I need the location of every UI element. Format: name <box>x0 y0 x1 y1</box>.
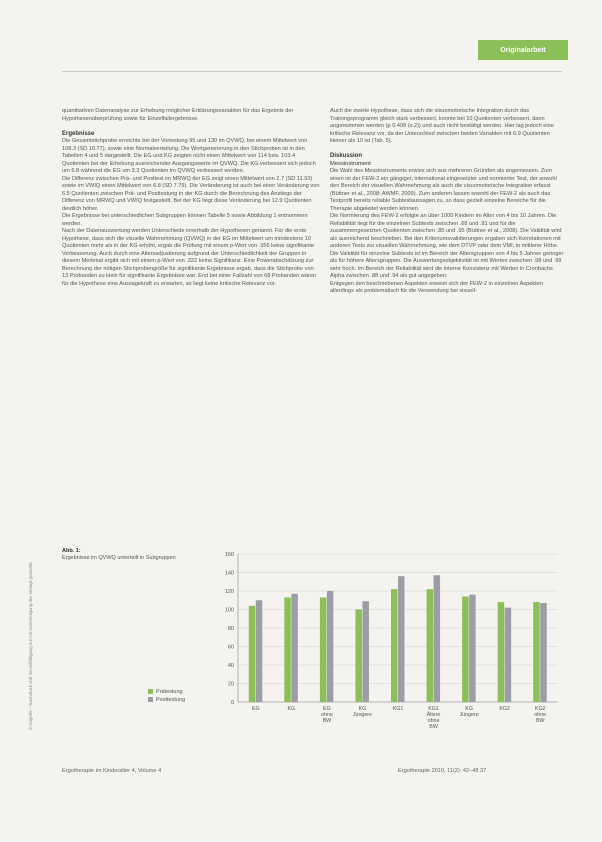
paragraph: Die Normierung des FEW-2 erfolgte an über 1000 Kindern im Alter von 4 bis 10 Jahren. Die Reliabilität liegt für die einzelnen Subtests zwischen .68 und .91 und für die zusammengesetzten Quotienten zwischen .85 und .95 (Büttner et al., 2008). Die Validität wird als ausreichend beschrieben. Bei den Kriteriumsvalidierungen ergaben sich Korrelationen mit anderen Tests zur visuellen Wahrnehmung, wie dem DTVP oder dem VMI, in mittlerer Höhe. Die Validität für einzelne Subtests ist im Bereich der Altersgruppen von 4 bis 5 Jahren geringer als für höhere Altersgruppen. Die Auswertungsobjektivität ist mit Werten zwischen .98 und .99 sehr hoch. Im Bereich der Reliabilität wird die interne Konsistenz mit Werten in Cronbachs Alpha zwischen .88 und .94 als gut angegeben. <box>330 213 564 279</box>
bar-post <box>434 575 441 702</box>
bar-pre <box>462 597 469 702</box>
legend-item-post <box>148 696 185 704</box>
x-tick-label: KG Jüngere <box>352 706 373 718</box>
bar-pre <box>427 589 434 702</box>
figure-caption <box>62 548 182 562</box>
paragraph: Nach der Datenauswertung werden Unterschiede innerhalb der Hypothesen genannt. Für die erste Hypothese, dass sich die visuelle Wahrnehmung (QVWQ) in der EG im Mittelwert um mindestens 10 Quotienten mehr als in der KG erhöht, ergab die Prüfung mit einem p-Wert von .356 keine signifikante Verbesserung. Auch durch eine Altersadjustierung aufgrund der Unterschiedlichkeit der Gruppen in diesem Merkmal ergibt sich mit einem p-Wert von .322 keine Signifikanz. Eine Powerabschätzung zur Berechnung der nötigen Stichprobengröße für signifikante Ergebnisse ergab, dass die Stichprobe von 13 Probanden zu klein für signifikante Ergebnisse war. Erst bei einer Fallzahl von 68 Probanden wären für die Hypothese eine Aussagekraft zu erwarten, so liegt keine kritische Relevanz vor. <box>62 228 317 287</box>
paragraph-gap <box>62 123 320 131</box>
y-tick-label: 160 <box>224 552 234 558</box>
bar-pre <box>320 597 327 702</box>
paragraph-gap <box>330 146 565 154</box>
bar-post <box>327 591 334 702</box>
bar-pre <box>249 606 256 702</box>
y-tick-label: 80 <box>227 626 234 632</box>
x-tick-label: EG <box>251 706 260 712</box>
margin-note: © Hogrefe – Nachdruck und Vervielfältigung nur mit Genehmigung des Verlags gestattet. <box>28 561 33 730</box>
bar-post <box>469 595 476 702</box>
header-rule <box>62 71 562 72</box>
subsection-heading: Messinstrument <box>330 160 371 167</box>
x-tick-label: KG2 ohne BW <box>534 706 547 724</box>
bar-post <box>505 608 512 702</box>
footer-left: Ergotherapie im Kinderalter 4, Volume 4 <box>62 768 162 774</box>
section-heading: Ergebnisse <box>62 130 95 137</box>
chart-legend <box>148 688 185 704</box>
paragraph: Die Differenz zwischen Prä- und Posttest im MRWQ der EG zeigt einen Mittelwert von 2.7 (SD 11.93) sowie im VWIQ einen Mittelwert von 6.8 (SD 7.79). Die Veränderung ist auch bei einer Veränderung von 6.5 Quotienten zwischen Prä- und Posttestung in der KG durch die Berechnung des Anstiegs der Differenz von MRWQ und VWIQ festgestellt. Bei der KG liegt diese Veränderung bei 12.9 Quotienten deutlich höher. <box>62 175 320 212</box>
legend-label-pre: Prätestung <box>156 689 183 695</box>
bar-chart <box>212 548 564 753</box>
legend-swatch-pre <box>148 689 153 694</box>
legend-swatch-post <box>148 697 153 702</box>
footer-right: Ergotherapie 2010, 11(2): 42–48 37 <box>398 768 487 774</box>
legend-label-post: Posttestung <box>156 697 186 703</box>
bar-post <box>540 603 547 702</box>
bar-post <box>398 576 405 702</box>
paragraph: quantitativen Datenanalyse zur Erhebung möglicher Erklärungsvariablen für das Ergebnis der Hypothesenüberprüfung sowie für Einzelfallergebnisse. <box>62 108 294 122</box>
paragraph: Die Gesamtstichprobe erreichte bei der Vortestung 95 und 130 im QVWQ, bei einem Mittelwert von 108.3 (SD 10.77), sowie eine Normalverteilung. Die Wortgenerierung in den Stichproben ist in den Tabellen 4 und 5 dargestellt. Die EG und KG zeigten nicht einen Mittelwert von 114 bzw. 103.4 Quotienten bei der Erhebung ausreichender Ausgangswerte im QVWQ. Die KG verbessert sich jedoch um 6.8 während die EG um 3.3 Quotienten im QVWQ verbessert werden. <box>62 138 316 174</box>
section-heading: Diskussion <box>330 153 363 159</box>
y-tick-label: 0 <box>230 700 234 706</box>
y-tick-label: 120 <box>224 589 234 595</box>
bar-post <box>362 601 369 702</box>
left-column <box>62 108 320 288</box>
x-tick-label: KG2 <box>499 706 510 712</box>
paragraph: Die Ergebnisse bei unterschiedlichen Subgruppen können Tabelle 5 sowie Abbildung 1 entnommen werden. <box>62 213 308 227</box>
x-tick-label: KG Jüngere <box>459 706 479 718</box>
y-tick-label: 100 <box>224 607 234 614</box>
section-tab: Originalarbeit <box>478 40 568 60</box>
bar-post <box>256 600 263 702</box>
paragraph: Entgegen den beschriebenen Aspekten erweist sich der FEW-2 in einzelnen Aspekten allerdings als problematisch für die Verwendung bei visuell- <box>330 280 543 294</box>
bar-pre <box>391 589 398 702</box>
bar-pre <box>498 602 505 702</box>
y-tick-label: 20 <box>227 681 234 688</box>
figure-caption-text: Ergebnisse im QVWQ unterteilt in Subgruppen <box>62 555 176 561</box>
x-tick-label: KG1 Ältere ohne BW <box>426 706 441 730</box>
bar-pre <box>533 602 540 702</box>
right-column <box>330 108 565 296</box>
figure-label: Abb. 1: <box>62 548 81 554</box>
paragraph: Die Wahl des Messinstruments erwies sich aus mehreren Gründen als angemessen. Zum einen ist der FEW-2 ein gängiger, international eingesetzter und normierter Test, der sowohl den Bereich der visuellen Wahrnehmung als auch die visuomotorische Integration erfasst (Büttner et al., 2008; AWMF, 2009). Zum anderen lassen sowohl der FEW-2 als auch das Testprofil bereits reliable Subtestaussagen zu, so dass gezielt einzelne Bereiche für die Therapie abgeleitet werden können. <box>330 168 557 212</box>
y-tick-label: 40 <box>227 663 234 669</box>
x-tick-label: EG ohne BW <box>320 706 333 724</box>
bar-post <box>291 594 298 702</box>
y-tick-label: 60 <box>227 644 234 651</box>
bar-pre <box>355 610 362 703</box>
paragraph: Auch die zweite Hypothese, dass sich die visuomotorische Integration durch das Trainingsprogramm gleich stark verbessert, konnte bei 10 Quotienten verbessert, dann angenommen werden (p 0.408 (s.2)) und auch nicht bestätigt werden. Hier lag jedoch eine kritische Relevanz vor, da der Unterschied zwischen beiden Variablen mit 6.9 Quotienten kleiner als 10 ist (Tab. 5). <box>330 108 554 144</box>
figure-1 <box>62 548 564 753</box>
legend-item-pre <box>148 688 185 696</box>
bar-pre <box>284 597 291 702</box>
x-tick-label: KG <box>287 706 296 712</box>
y-tick-label: 140 <box>224 570 234 577</box>
x-tick-label: KG1 <box>392 706 404 712</box>
